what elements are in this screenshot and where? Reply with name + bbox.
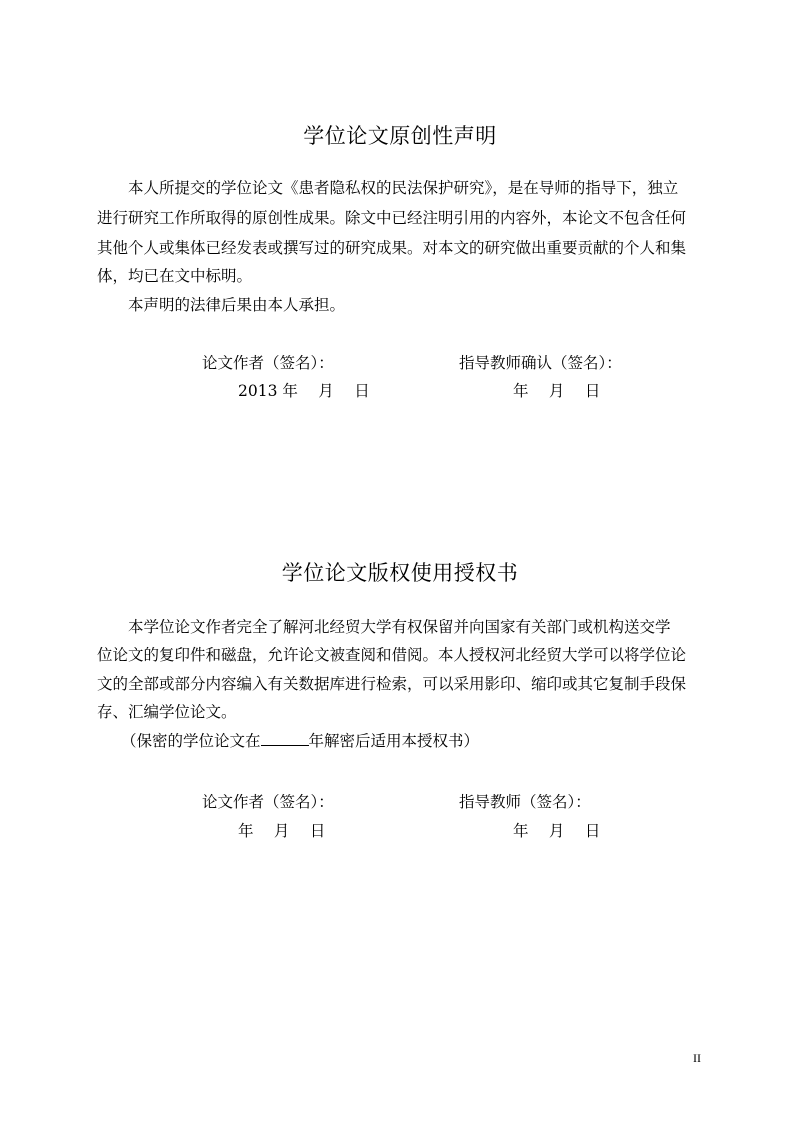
declaration-author-sign-label: 论文作者（签名）：	[202, 354, 334, 372]
declaration-line-3: 其他个人或集体已经发表或撰写过的研究成果。对本文的研究做出重要贡献的个人和集	[97, 239, 687, 257]
declaration-line-1: 本人所提交的学位论文《患者隐私权的民法保护研究》，是在导师的指导下，独立	[128, 179, 679, 197]
declaration-advisor-date: 年 月 日	[513, 382, 601, 400]
authorization-title: 学位论文版权使用授权书	[281, 561, 519, 585]
authorization-line-3: 文的全部或部分内容编入有关数据库进行检索，可以采用影印、缩印或其它复制手段保	[97, 675, 687, 693]
declaration-advisor-confirm-label: 指导教师确认（签名）：	[459, 354, 622, 372]
authorization-line-2: 位论文的复印件和磁盘，允许论文被查阅和借阅。本人授权河北经贸大学可以将学位论	[97, 646, 687, 664]
declaration-title: 学位论文原创性声明	[303, 124, 497, 148]
confidential-year-blank	[261, 731, 309, 746]
page-number: II	[693, 1051, 701, 1065]
authorization-advisor-date: 年 月 日	[513, 822, 601, 840]
confidential-suffix: 年解密后适用本授权书）	[308, 732, 480, 750]
authorization-author-date: 年 月 日	[238, 822, 326, 840]
confidential-statement	[121, 731, 479, 751]
declaration-line-4: 体，均已在文中标明。	[97, 267, 253, 285]
declaration-line-5: 本声明的法律后果由本人承担。	[128, 296, 346, 314]
authorization-author-sign-label: 论文作者（签名）：	[202, 793, 334, 811]
authorization-line-1: 本学位论文作者完全了解河北经贸大学有权保留并向国家有关部门或机构送交学	[128, 618, 671, 636]
confidential-prefix: （保密的学位论文在	[121, 732, 261, 750]
authorization-advisor-sign-label: 指导教师（签名）：	[459, 793, 591, 811]
declaration-author-date: 2013 年 月 日	[238, 382, 370, 400]
authorization-line-4: 存、汇编学位论文。	[97, 703, 237, 721]
declaration-line-2: 进行研究工作所取得的原创性成果。除文中已经注明引用的内容外，本论文不包含任何	[97, 209, 687, 227]
